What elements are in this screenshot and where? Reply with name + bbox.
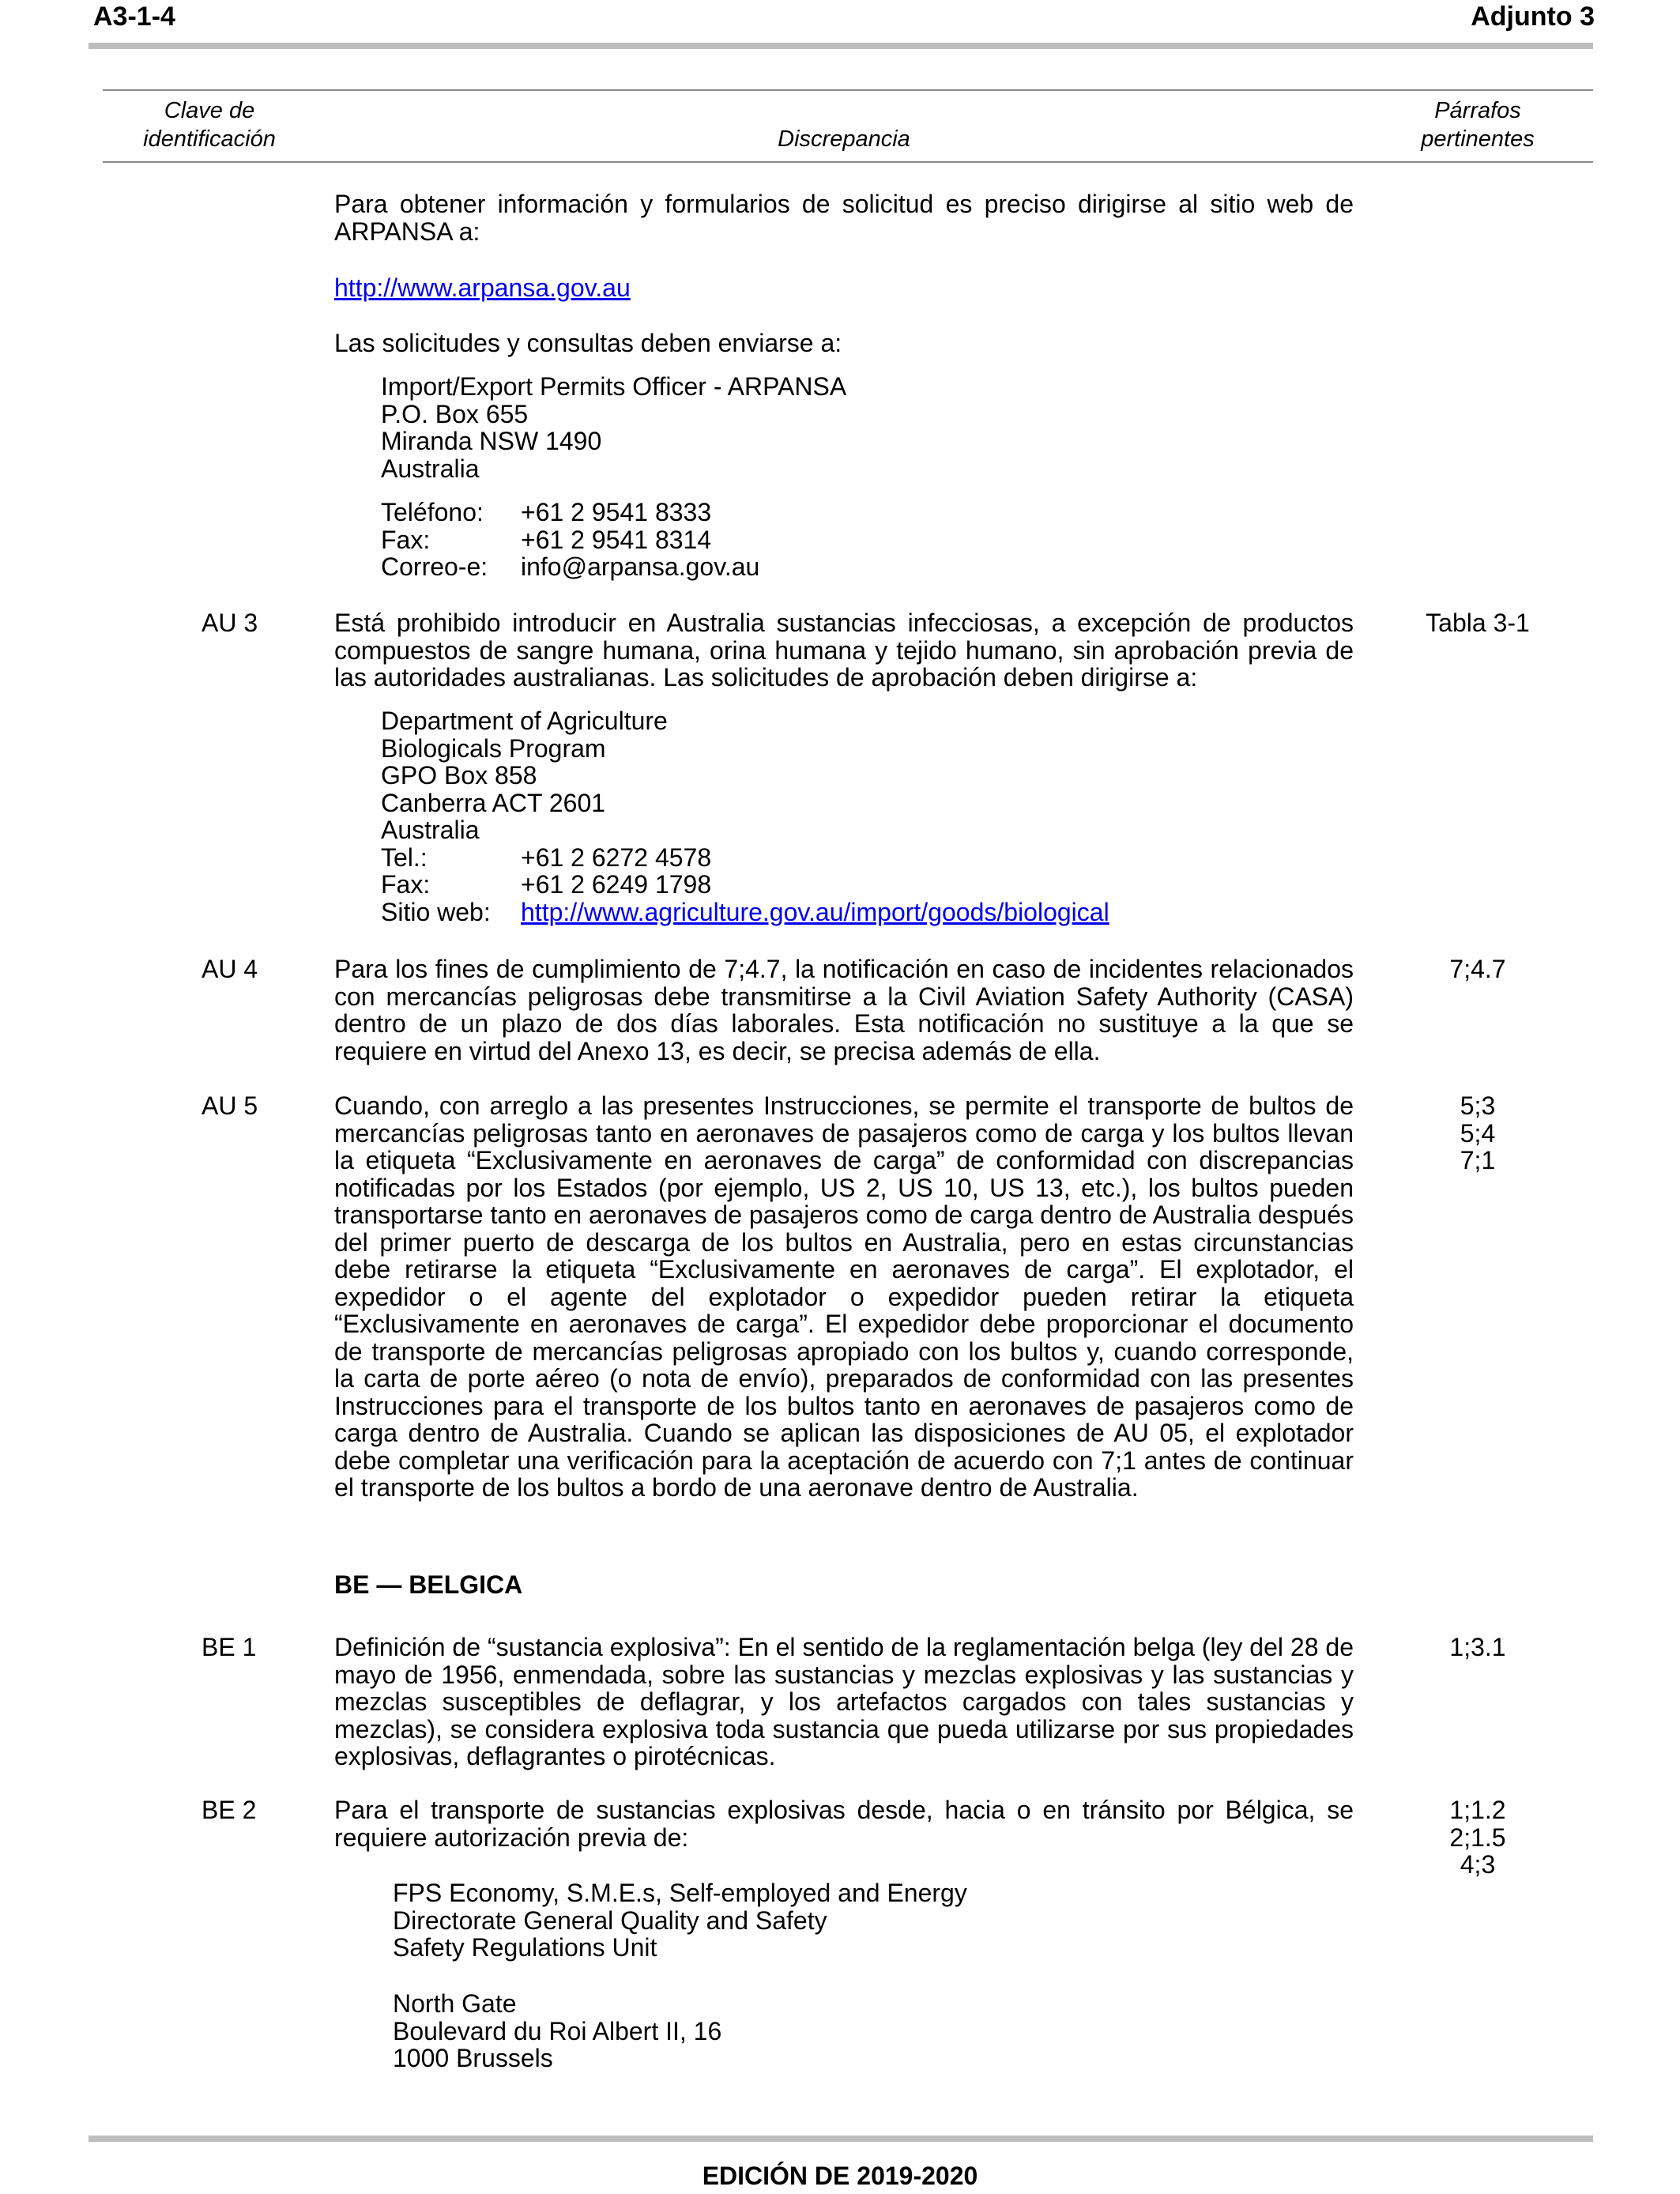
edition-footer: EDICIÓN DE 2019-2020	[702, 2162, 978, 2190]
discrepancy-key-au3: AU 3	[202, 609, 258, 637]
table-header-rule	[103, 161, 1593, 163]
arpansa-address: Import/Export Permits Officer - ARPANSA P.O. Box 655 Miranda NSW 1490 Australia	[381, 372, 847, 483]
arpansa-website-link[interactable]: http://www.arpansa.gov.au	[334, 273, 631, 302]
references-au5: 5;3 5;4 7;1	[1460, 1091, 1496, 1174]
page-number: A3-1-4	[93, 2, 175, 32]
header-rule	[89, 43, 1593, 49]
arpansa-requests-paragraph: Las solicitudes y consultas deben enviarse a:	[334, 329, 842, 357]
column-header-discrepancy: Discrepancia	[778, 126, 910, 152]
reference-au4: 7;4.7	[1449, 955, 1506, 983]
discrepancy-text-au5: Cuando, con arreglo a las presentes Instrucciones, se permite el transporte de bultos de mercancías peligrosas tanto en aeronaves de pasajeros como de carga y los bultos llevan la etiqueta “Exclusivamente en aeronaves de carga” de conformidad con discrepancias notificadas por los Estados (por ejemplo, US 2, US 10, US 13, etc.), los bultos pueden transportarse tanto en aeronaves de pasajeros como de carga dentro de Australia después del primer puerto de descarga de los bultos en Australia, pero en estas circunstancias debe retirarse la etiqueta “Exclusivamente en aeronaves de carga”. El explotador, el expedidor o el agente del explotador o expedidor pueden retirar la etiqueta “Exclusivamente en aeronaves de carga”. El expedidor debe proporcionar el documento de transporte de mercancías peligrosas apropiado con los bultos y, cuando corresponde, la carta de porte aéreo (o nota de envío), preparados de conformidad con las presentes Instrucciones para el transporte de los bultos tanto en aeronaves de pasajeros como de carga dentro de Australia. Cuando se aplican las disposiciones de AU 05, el explotador debe completar una verificación para la aceptación de acuerdo con 7;1 antes de continuar el transporte de los bultos a bordo de una aeronave dentro de Australia.	[334, 1091, 1354, 1502]
references-be2: 1;1.2 2;1.5 4;3	[1449, 1796, 1506, 1879]
reference-au3: Tabla 3-1	[1426, 609, 1530, 637]
section-heading-belgium: BE — BELGICA	[334, 1570, 523, 1599]
discrepancy-key-be2: BE 2	[202, 1796, 257, 1824]
be2-address-department: FPS Economy, S.M.E.s, Self-employed and Energy Directorate General Quality and Safety Safety Regulations Unit	[393, 1879, 967, 1962]
discrepancy-key-be1: BE 1	[202, 1633, 257, 1661]
reference-be1: 1;3.1	[1449, 1633, 1506, 1661]
column-header-key: Clave de identificación	[143, 98, 276, 152]
table-top-rule	[103, 89, 1593, 91]
discrepancy-text-be1: Definición de “sustancia explosiva”: En el sentido de la reglamentación belga (ley del 28 de mayo de 1956, enmendada, sobre las sustancias y mezclas explosivas y las sustancias y mezclas susceptibles de deflagrar, y los artefactos cargados con tales sustancias y mezclas), se considera explosiva toda sustancia que pueda utilizarse por sus propiedades explosivas, deflagrantes o pirotécnicas.	[334, 1633, 1354, 1770]
discrepancy-text-au4: Para los fines de cumplimiento de 7;4.7, la notificación en caso de incidentes relacionados con mercancías peligrosas debe transmitirse a la Civil Aviation Safety Authority (CASA) dentro de un plazo de dos días laborales. Esta notificación no sustituye a la que se requiere en virtud del Anexo 13, es decir, se precisa además de ella.	[334, 955, 1354, 1065]
arpansa-contacts: Teléfono: +61 2 9541 8333 Fax: +61 2 9541 8314 Correo-e: info@arpansa.gov.au	[381, 498, 760, 581]
agriculture-website-link[interactable]: http://www.agriculture.gov.au/import/goods/biological	[521, 897, 1109, 926]
discrepancy-text-au3: Está prohibido introducir en Australia sustancias infecciosas, a excepción de productos compuestos de sangre humana, orina humana y tejido humano, sin aprobación previa de las autoridades australianas. Las solicitudes de aprobación deben dirigirse a:	[334, 609, 1354, 692]
discrepancy-text-be2: Para el transporte de sustancias explosivas desde, hacia o en tránsito por Bélgica, se requiere autorización previa de:	[334, 1796, 1354, 1852]
discrepancy-key-au4: AU 4	[202, 955, 258, 983]
arpansa-info-paragraph: Para obtener información y formularios de solicitud es preciso dirigirse al sitio web de ARPANSA a:	[334, 190, 1354, 246]
footer-rule	[89, 2136, 1593, 2142]
column-header-references: Párrafos pertinentes	[1421, 98, 1535, 152]
attachment-label: Adjunto 3	[1471, 2, 1595, 32]
au3-address: Department of Agriculture Biologicals Program GPO Box 858 Canberra ACT 2601 Australia Tel.: +61 2 6272 4578 Fax: +61 2 6249 1798 Sitio web: http://www.agriculture.gov.au/import/goods/biological	[381, 707, 1109, 926]
be2-address-street: North Gate Boulevard du Roi Albert II, 16 1000 Brussels	[393, 1989, 722, 2072]
discrepancy-key-au5: AU 5	[202, 1091, 258, 1120]
